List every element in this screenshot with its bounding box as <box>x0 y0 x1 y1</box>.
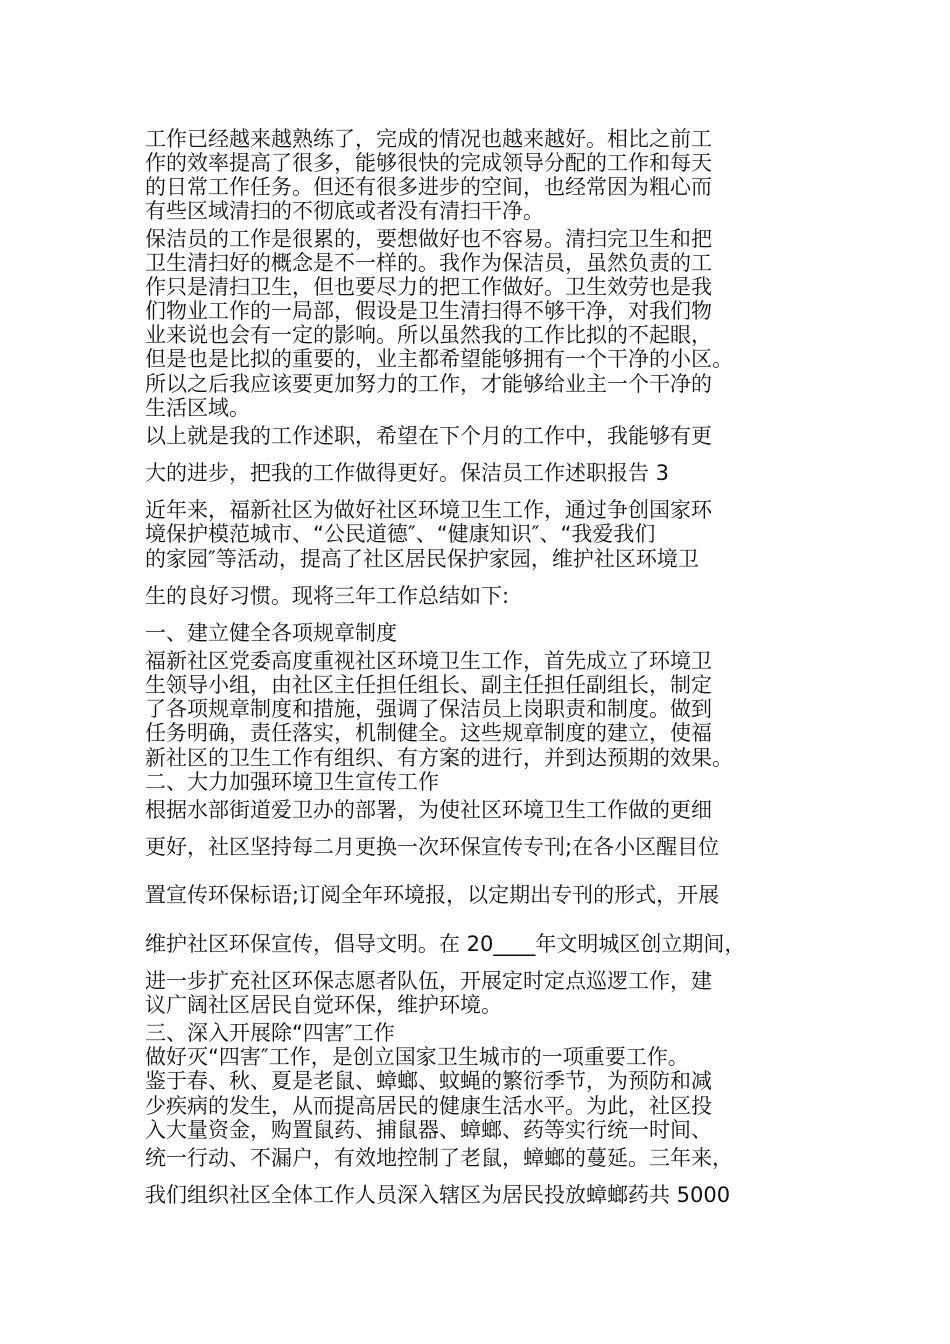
text-line: 的家园″等活动，提高了社区居民保护家园，维护社区环境卫 <box>145 547 699 571</box>
text-line: 做好灭“四害″工作，是创立国家卫生城市的一项重要工作。 <box>145 1045 689 1069</box>
text-line: 生的良好习惯。现将三年工作总结如下: <box>145 584 510 608</box>
text-line: 少疾病的发生，从而提高居民的健康生活水平。为此，社区投 <box>145 1094 712 1118</box>
text-line: 近年来，福新社区为做好社区环境卫生工作，通过争创国家环 <box>145 498 712 522</box>
text-line: 入大量资金，购置鼠药、捕鼠器、蟑螂、药等实行统一时间、 <box>145 1118 712 1142</box>
text-line: 以上就是我的工作述职，希望在下个月的工作中，我能够有更 <box>145 424 712 448</box>
section-heading: 二、大力加强环境卫生宣传工作 <box>145 770 439 794</box>
text-line: 议广阔社区居民自觉环保，维护环境。 <box>145 993 502 1017</box>
text-line: 但是也是比拟的重要的，业主都希望能够拥有一个干净的小区。 <box>145 347 733 371</box>
text-line: 作只是清扫卫生，但也要尽力的把工作做好。卫生效劳也是我 <box>145 275 712 299</box>
text-line: 新社区的卫生工作有组织、有方案的进行，并到达预期的效果。 <box>145 746 733 770</box>
text-line: 进一步扩充社区环保志愿者队伍，开展定时定点巡逻工作，建 <box>145 969 712 993</box>
text-line: 生领导小组，由社区主任担任组长、副主任担任副组长，制定 <box>145 673 712 697</box>
text-line: 保洁员的工作是很累的，要想做好也不容易。清扫完卫生和把 <box>145 227 712 251</box>
text-line: 作的效率提高了很多，能够很快的完成领导分配的工作和每天 <box>145 151 712 175</box>
text-line: 工作已经越来越熟练了，完成的情况也越来越好。相比之前工 <box>145 127 712 151</box>
text-line: 统一行动、不漏户，有效地控制了老鼠，蟑螂的蔓延。三年来， <box>145 1146 733 1170</box>
text-line: 鉴于春、秋、夏是老鼠、蟑螂、蚊蝇的繁衍季节，为预防和减 <box>145 1069 712 1093</box>
text-line: 更好，社区坚持每二月更换一次环保宣传专刊;在各小区醒目位 <box>145 835 720 859</box>
text-line: 境保护模范城市、“公民道德″、“健康知识″、“我爱我们 <box>145 522 656 546</box>
text-line: 业来说也会有一定的影响。所以虽然我的工作比拟的不起眼， <box>145 323 712 347</box>
text-line: 所以之后我应该要更加努力的工作，才能够给业主一个干净的 <box>145 372 712 396</box>
text-line: 的日常工作任务。但还有很多进步的空间，也经常因为粗心而 <box>145 175 712 199</box>
text-line: 生活区域。 <box>145 396 250 420</box>
text-line: 根据水部街道爱卫办的部署，为使社区环境卫生工作做的更细 <box>145 798 712 822</box>
text-line: 了各项规章制度和措施，强调了保洁员上岗职责和制度。做到 <box>145 697 712 721</box>
section-heading: 三、深入开展除“四害″工作 <box>145 1021 395 1045</box>
text-line: 有些区域清扫的不彻底或者没有清扫干净。 <box>145 199 544 223</box>
text-line: 们物业工作的一局部，假设是卫生清扫得不够干净，对我们物 <box>145 299 712 323</box>
text-line: 维护社区环保宣传，倡导文明。在 20____年文明城区创立期间， <box>145 932 746 956</box>
text-line: 置宣传环保标语;订阅全年环境报，以定期出专刊的形式，开展 <box>145 883 720 907</box>
text-line: 大的进步，把我的工作做得更好。保洁员工作述职报告 3 <box>145 461 670 485</box>
text-line: 福新社区党委高度重视社区环境卫生工作，首先成立了环境卫 <box>145 649 712 673</box>
text-line: 任务明确，责任落实，机制健全。这些规章制度的建立，使福 <box>145 721 712 745</box>
text-line: 卫生清扫好的概念是不一样的。我作为保洁员，虽然负责的工 <box>145 251 712 275</box>
section-heading: 一、建立健全各项规章制度 <box>145 621 397 645</box>
text-line: 我们组织社区全体工作人员深入辖区为居民投放蟑螂药共 5000 <box>145 1183 731 1207</box>
